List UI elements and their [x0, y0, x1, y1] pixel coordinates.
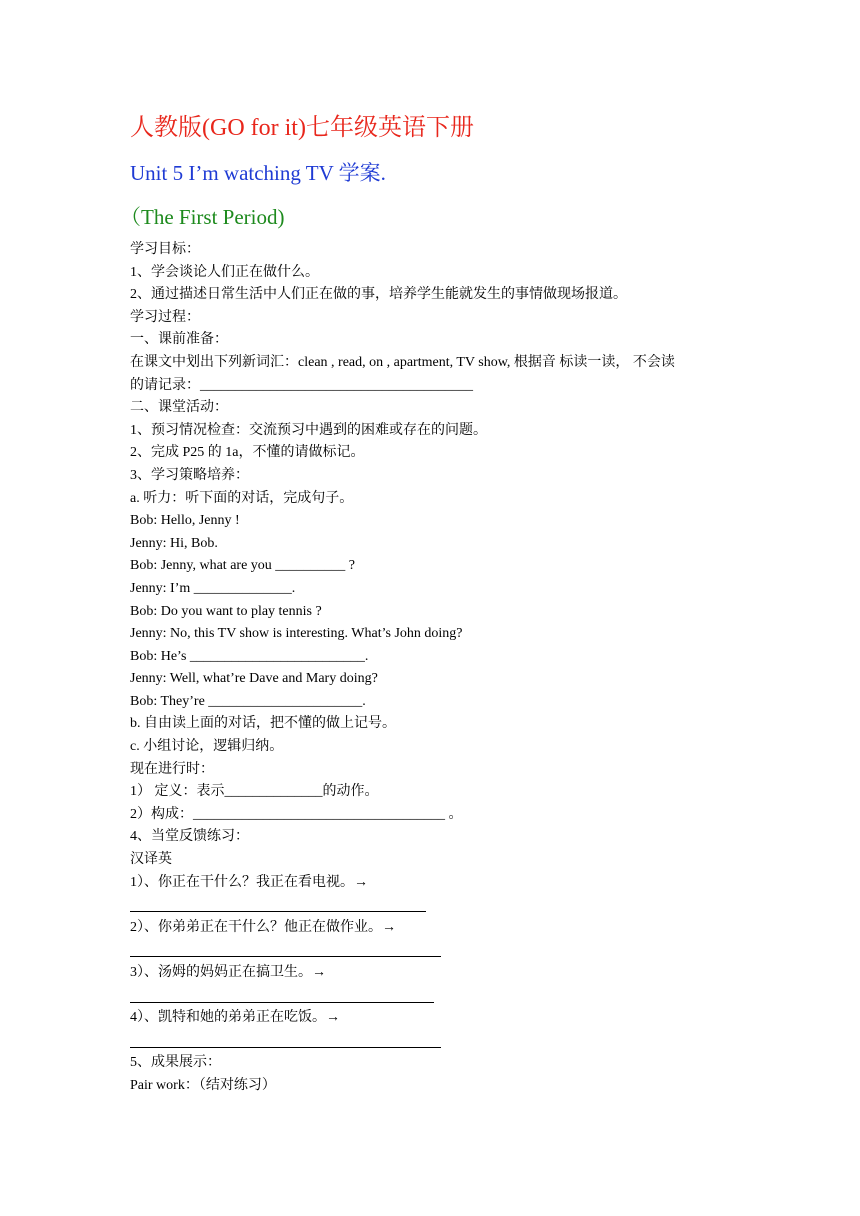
activity-item: 1、预习情况检查：交流预习中遇到的困难或存在的问题。: [130, 422, 487, 438]
grammar-heading: 现在进行时：: [130, 761, 214, 777]
document-title: 人教版(GO for it)七年级英语下册: [130, 115, 474, 141]
showcase-heading: 5、成果展示：: [130, 1055, 221, 1071]
dialogue-line: Bob: Hello, Jenny !: [130, 513, 240, 529]
answer-blank: [130, 939, 750, 962]
translation-item: 2）、你弟弟正在干什么？他正在做作业。→: [130, 919, 396, 935]
objective-item: 2、通过描述日常生活中人们正在做的事，培养学生能就发生的事情做现场报道。: [130, 287, 627, 303]
activity-item: 3、学习策略培养：: [130, 467, 249, 483]
subsection-heading-activities: 二、课堂活动：: [130, 400, 228, 416]
translation-heading: 汉译英: [130, 852, 172, 868]
reading-instruction: b. 自由读上面的对话，把不懂的做上记号。: [130, 716, 396, 732]
translation-item: 1）、你正在干什么？我正在看电视。→: [130, 874, 368, 890]
translation-item: 3）、汤姆的妈妈正在搞卫生。→: [130, 965, 326, 980]
dialogue-line: Bob: Do you want to play tennis ?: [130, 603, 322, 619]
document-body: [130, 239, 750, 1098]
unit-title: Unit 5 I’m watching TV 学案.: [130, 161, 386, 185]
answer-blank: [130, 894, 750, 917]
section-heading-process: 学习过程：: [130, 309, 200, 325]
vocabulary-instruction: 在课文中划出下列新词汇：clean , read, on , apartment, TV show, 根据音 标读一读， 不会读: [130, 354, 675, 370]
grammar-structure: 2）构成：____________________________________ 。: [130, 806, 463, 822]
dialogue-line: Bob: Jenny, what are you __________ ?: [130, 558, 355, 574]
dialogue-line: Bob: They’re ______________________.: [130, 693, 366, 709]
practice-heading: 4、当堂反馈练习：: [130, 829, 249, 845]
discussion-instruction: c. 小组讨论，逻辑归纳。: [130, 739, 284, 755]
grammar-definition: 1） 定义：表示______________的动作。: [130, 784, 379, 800]
subsection-heading-preparation: 一、课前准备：: [130, 332, 228, 348]
pair-work-label: Pair work：（结对练习）: [130, 1077, 276, 1093]
dialogue-line: Jenny: Well, what’re Dave and Mary doing?: [130, 671, 378, 687]
dialogue-line: Jenny: No, this TV show is interesting. What’s John doing?: [130, 626, 463, 642]
answer-blank: [130, 985, 750, 1008]
section-heading-objectives: 学习目标：: [130, 242, 200, 257]
answer-blank: [130, 1030, 750, 1053]
dialogue-line: Bob: He’s _________________________.: [130, 648, 369, 664]
translation-item: 4）、凯特和她的弟弟正在吃饭。→: [130, 1010, 340, 1026]
listening-instruction: a. 听力：听下面的对话，完成句子。: [130, 490, 354, 506]
period-title: （The First Period): [120, 205, 285, 229]
activity-item: 2、完成 P25 的 1a，不懂的请做标记。: [130, 445, 365, 461]
vocabulary-record-line: 的请记录：_______________________________________: [130, 377, 473, 393]
objective-item: 1、学会谈论人们正在做什么。: [130, 264, 319, 280]
dialogue-line: Jenny: I’m ______________.: [130, 580, 296, 596]
dialogue-line: Jenny: Hi, Bob.: [130, 535, 218, 551]
